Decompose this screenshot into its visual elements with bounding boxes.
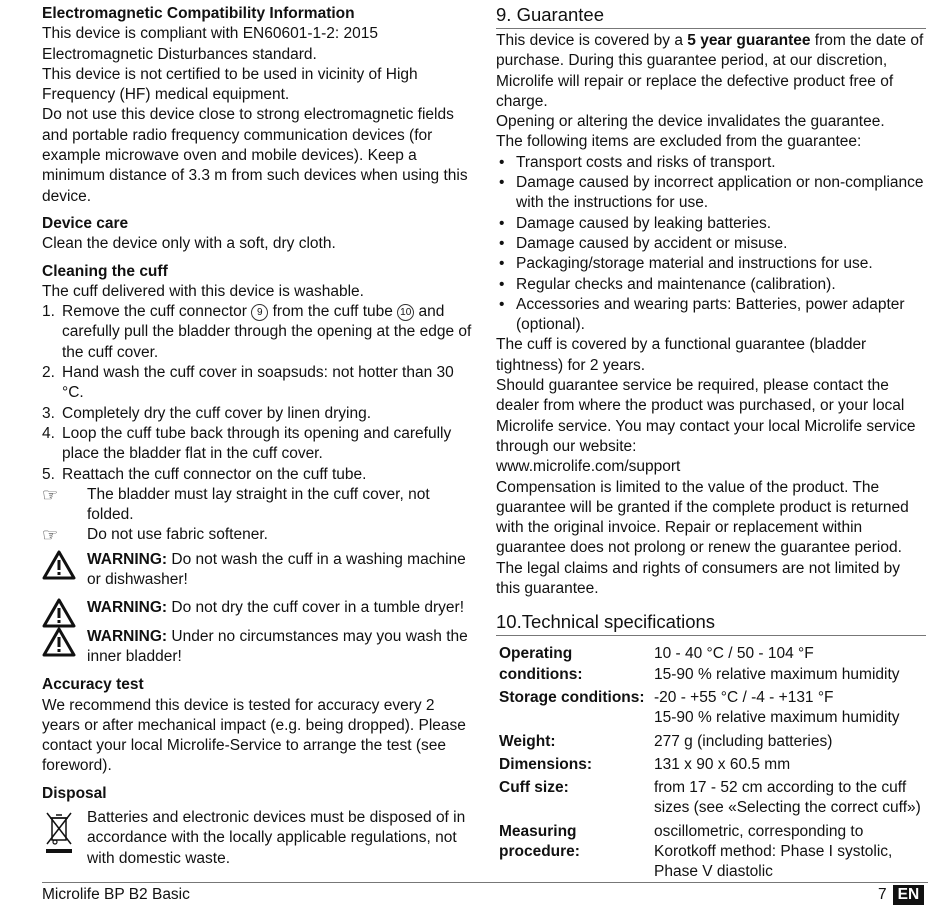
guarantee-paragraph-6: Compensation is limited to the value of the product. The guarantee will be granted if the complete product is returned with the original invoice. Repair or replacement within guarantee does not prolong or renew the guarantee period. The legal claims and rights of consumers are not limited by this guarantee.: [496, 478, 909, 598]
cleaning-cuff-title: Cleaning the cuff: [42, 262, 168, 280]
pointing-hand-icon: ☞: [42, 525, 59, 546]
device-care-title: Device care: [42, 214, 129, 232]
guarantee-paragraph-4: The cuff is covered by a functional guarantee (bladder tightness) for 2 years.: [496, 336, 867, 374]
list-item: • Damage caused by leaking batteries.: [496, 214, 926, 234]
accuracy-text: We recommend this device is tested for accuracy every 2 years or after mechanical impact (e.g. being dropped). Please contact your local Microlife-Service to arrange the test (see foreword).: [42, 696, 466, 775]
table-row: Cuff size: from 17 - 52 cm according to the cuff sizes (see «Selecting the correct cuff»): [499, 779, 921, 817]
cleaning-step: 5. Reattach the cuff connector on the cuff tube.: [42, 465, 367, 483]
cleaning-cuff-intro: The cuff delivered with this device is washable.: [42, 282, 364, 300]
table-row: Weight: 277 g (including batteries): [499, 732, 833, 750]
pointing-hand-icon: ☞: [42, 484, 59, 505]
device-care-section: [42, 214, 472, 255]
footer-product: Microlife BP B2 Basic: [42, 886, 190, 903]
emc-paragraph-2: This device is not certified to be used in vicinity of High Frequency (HF) medical equipment.: [42, 65, 418, 104]
guarantee-heading: 9. Guarantee: [496, 4, 926, 29]
emc-paragraph-1: This device is compliant with EN60601-1-2: 2015 Electromagnetic Disturbances standard.: [42, 25, 379, 63]
table-row: Operating conditions: 10 - 40 °C / 50 - 104 °F 15-90 % relative maximum humidity: [499, 645, 900, 683]
support-url: www.microlife.com/support: [496, 458, 681, 476]
emc-section: [42, 4, 472, 207]
list-item: • Regular checks and maintenance (calibration).: [496, 275, 926, 295]
table-row: Dimensions: 131 x 90 x 60.5 mm: [499, 755, 791, 773]
warning-triangle-icon: [42, 627, 76, 657]
emc-paragraph-3: Do not use this device close to strong electromagnetic fields and portable radio frequency communication devices (for example microwave oven and mobile devices). Keep a minimum distance of 3.3 m from such devices when using this device.: [42, 106, 468, 205]
specs-table: [496, 644, 926, 885]
disposal-section: [42, 784, 472, 869]
disposal-text: Batteries and electronic devices must be disposed of in accordance with the locally applicable regulations, not with domestic waste.: [87, 808, 466, 867]
cleaning-step: 2. Hand wash the cuff cover in soapsuds: not hotter than 30 °C.: [42, 364, 454, 402]
emc-title: Electromagnetic Compatibility Information: [42, 5, 355, 22]
note: ☞ The bladder must lay straight in the cuff cover, not folded.: [42, 484, 430, 524]
device-care-text: Clean the device only with a soft, dry cloth.: [42, 235, 336, 253]
warning-triangle-icon: [42, 550, 76, 580]
exclusions-list: [496, 153, 926, 336]
cleaning-cuff-section: [42, 262, 472, 668]
warning: WARNING: Under no circumstances may you wash the inner bladder!: [42, 627, 472, 668]
step-number: 1.: [42, 303, 55, 321]
warning: WARNING: Do not wash the cuff in a washing machine or dishwasher!: [42, 550, 472, 591]
cleaning-step: 3. Completely dry the cuff cover by linen drying.: [42, 404, 372, 422]
note: ☞ Do not use fabric softener.: [42, 525, 268, 546]
cuff-tube-ref: 10: [397, 304, 414, 321]
guarantee-paragraph-3: The following items are excluded from the guarantee:: [496, 133, 862, 151]
crossed-bin-icon: [44, 810, 74, 856]
cleaning-steps: [42, 302, 472, 485]
footer-divider: [42, 882, 928, 883]
list-item: • Damage caused by accident or misuse.: [496, 234, 926, 254]
language-badge: EN: [893, 885, 925, 905]
list-item: • Damage caused by incorrect application or non-compliance with the instructions for use.: [496, 173, 926, 214]
page-number: 7: [878, 886, 887, 903]
guarantee-paragraph-5: Should guarantee service be required, please contact the dealer from where the product was purchased, or your local Microlife service. You may contact your local Microlife service through our website:: [496, 377, 916, 455]
disposal-title: Disposal: [42, 784, 107, 802]
warning: WARNING: Do not dry the cuff cover in a tumble dryer!: [42, 598, 472, 618]
cleaning-step: 4. Loop the cuff tube back through its opening and carefully place the bladder flat in the cuff cover.: [42, 424, 452, 463]
accuracy-title: Accuracy test: [42, 676, 144, 694]
cuff-connector-ref: 9: [251, 304, 268, 321]
right-column: [496, 4, 926, 886]
warning-triangle-icon: [42, 598, 76, 628]
list-item: • Accessories and wearing parts: Batteries, power adapter (optional).: [496, 295, 926, 336]
disposal-note: [42, 808, 472, 869]
specs-heading: 10.Technical specifications: [496, 611, 926, 636]
guarantee-paragraph-2: Opening or altering the device invalidates the guarantee.: [496, 113, 885, 131]
left-column: [42, 4, 472, 876]
footer-page: [878, 885, 924, 905]
table-row: Storage conditions: -20 - +55 °C / -4 - +131 °F 15-90 % relative maximum humidity: [499, 688, 900, 727]
list-item: • Transport costs and risks of transport.: [496, 153, 926, 173]
cleaning-step: 1. Remove the cuff connector 9 from the cuff tube 10 and carefully pull the bladder through the opening at the edge of the cuff cover.: [42, 303, 472, 361]
list-item: • Packaging/storage material and instructions for use.: [496, 254, 926, 274]
table-row: Measuring procedure: oscillometric, corresponding to Korotkoff method: Phase I systolic, Phase V diastolic: [499, 822, 893, 881]
guarantee-paragraph-1: This device is covered by a 5 year guarantee from the date of purchase. During this guarantee period, at our discretion, Microlife will repair or replace the defective product free of charge.: [496, 32, 924, 110]
accuracy-section: [42, 675, 472, 776]
